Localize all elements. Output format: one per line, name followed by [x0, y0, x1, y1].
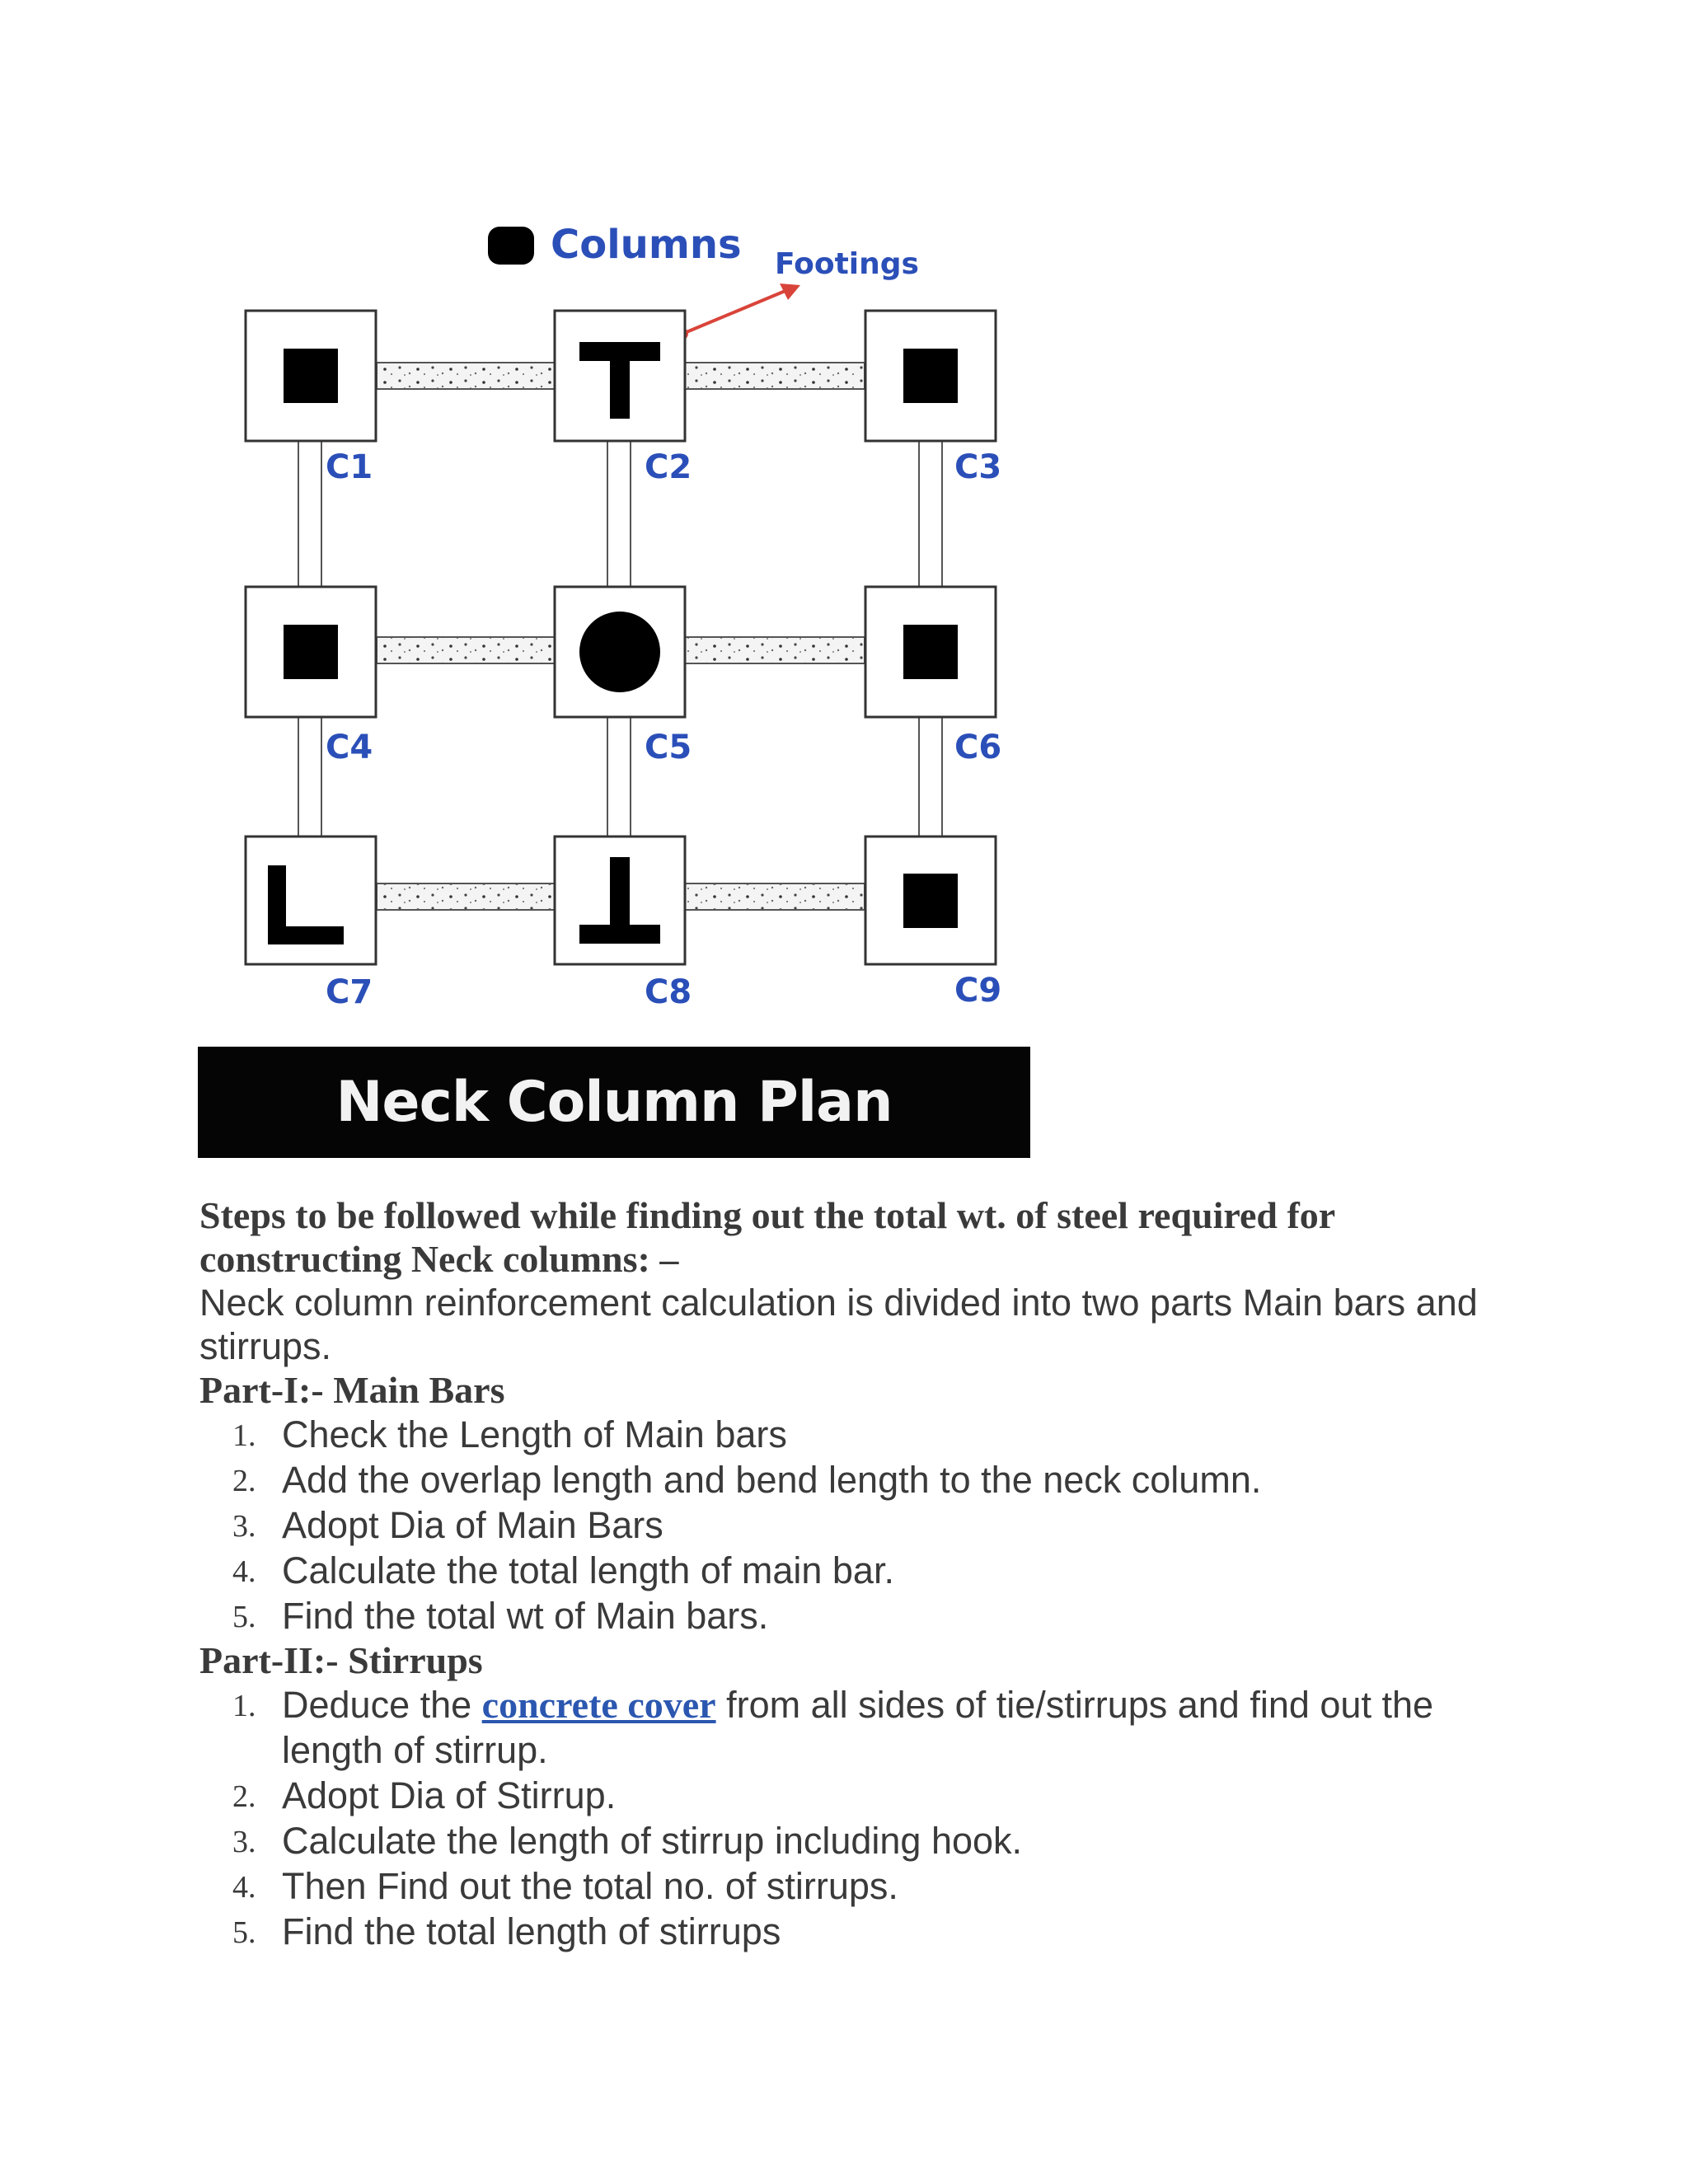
column-label-c1: C1: [326, 448, 373, 486]
part2-steps-list: [199, 1682, 1518, 1954]
column-label-c9: C9: [954, 972, 1002, 1010]
concrete-cover-link[interactable]: concrete cover: [481, 1684, 716, 1726]
figure-caption: Neck Column Plan: [335, 1070, 893, 1135]
column-label-c2: C2: [645, 448, 692, 486]
list-item: 3. Calculate the length of stirrup including hook.: [232, 1820, 1023, 1862]
list-item: 1. Check the Length of Main bars: [232, 1413, 787, 1455]
steps-heading: Steps to be followed while finding out the total wt. of steel required for constructing Neck columns: –: [199, 1194, 1335, 1280]
column-label-c6: C6: [954, 729, 1002, 766]
list-item: 4. Then Find out the total no. of stirrups.: [232, 1865, 898, 1907]
part2-title: Part-II:- Stirrups: [199, 1639, 483, 1681]
list-item: 5. Find the total length of stirrups: [232, 1910, 781, 1952]
legend-footings-label: Footings: [775, 247, 919, 281]
list-item: 2. Adopt Dia of Stirrup.: [232, 1774, 617, 1816]
column-label-c7: C7: [326, 973, 373, 1011]
list-item: 4. Calculate the total length of main bar.: [232, 1549, 894, 1591]
neck-column-plan-figure: [198, 206, 1030, 1158]
list-item: 3. Adopt Dia of Main Bars: [232, 1504, 663, 1546]
column-label-c3: C3: [954, 448, 1002, 486]
article-text: [199, 1193, 1518, 1954]
column-plan-diagram: [198, 206, 1030, 1047]
part1-title: Part-I:- Main Bars: [199, 1369, 505, 1411]
intro-paragraph: Neck column reinforcement calculation is divided into two parts Main bars and stirrups.: [199, 1282, 1478, 1367]
figure-caption-bar: [198, 1047, 1030, 1158]
column-label-c5: C5: [645, 729, 692, 766]
column-c3-square: [903, 349, 958, 403]
column-c4-square: [284, 625, 338, 679]
legend-columns-label: Columns: [551, 222, 742, 268]
column-label-c8: C8: [645, 973, 692, 1011]
footing-arrow-line: [682, 290, 787, 334]
column-label-c4: C4: [326, 729, 373, 766]
column-c5-circle: [579, 612, 660, 692]
column-c1-square: [284, 349, 338, 403]
column-legend-swatch: [488, 227, 534, 265]
column-c9-square: [903, 874, 958, 928]
part1-steps-list: [199, 1412, 1518, 1638]
list-item: 1. Deduce the concrete cover from all sides of tie/stirrups and find out the length of stirrup.: [232, 1684, 1434, 1771]
list-item: 2. Add the overlap length and bend length to the neck column.: [232, 1459, 1262, 1501]
list-item: 5. Find the total wt of Main bars.: [232, 1595, 769, 1637]
column-c6-square: [903, 625, 958, 679]
